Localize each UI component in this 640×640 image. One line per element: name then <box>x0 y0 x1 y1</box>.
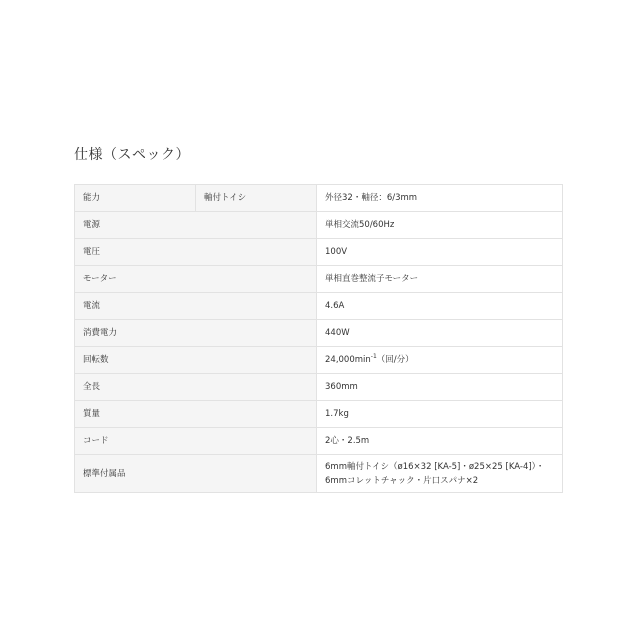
row-label: 回転数 <box>75 347 317 374</box>
row-value: 4.6A <box>317 293 563 320</box>
table-row <box>75 455 563 493</box>
row-value: 単相交流50/60Hz <box>317 212 563 239</box>
table-row <box>75 212 563 239</box>
row-label: コード <box>75 428 317 455</box>
row-label: 電源 <box>75 212 317 239</box>
row-label: 電流 <box>75 293 317 320</box>
row-value: 6mm軸付トイシ（ø16×32 [KA-5]・ø25×25 [KA-4]）・6mmコレットチャック・片口スパナ×2 <box>317 455 563 493</box>
row-value-rpm <box>317 347 563 374</box>
table-row <box>75 185 563 212</box>
table-row <box>75 239 563 266</box>
row-label: 電圧 <box>75 239 317 266</box>
row-label: 消費電力 <box>75 320 317 347</box>
table-row <box>75 320 563 347</box>
row-value: 単相直巻整流子モーター <box>317 266 563 293</box>
row-value: 1.7kg <box>317 401 563 428</box>
row-value: 360mm <box>317 374 563 401</box>
table-row <box>75 374 563 401</box>
page-title: 仕様（スペック） <box>74 147 190 163</box>
table-row <box>75 293 563 320</box>
row-value: 2心・2.5m <box>317 428 563 455</box>
row-sublabel: 軸付トイシ <box>196 185 317 212</box>
table-row <box>75 266 563 293</box>
table-row <box>75 347 563 374</box>
rpm-exponent: -1 <box>370 353 377 361</box>
row-label: モーター <box>75 266 317 293</box>
rpm-unit: （回/分） <box>376 355 414 365</box>
row-value: 外径32・軸径：6/3mm <box>317 185 563 212</box>
rpm-value: 24,000min <box>325 355 371 365</box>
row-label: 質量 <box>75 401 317 428</box>
row-label: 能力 <box>75 185 196 212</box>
row-value: 440W <box>317 320 563 347</box>
table-row <box>75 401 563 428</box>
table-row <box>75 428 563 455</box>
spec-table <box>74 184 563 493</box>
row-label: 標準付属品 <box>75 455 317 493</box>
row-label: 全長 <box>75 374 317 401</box>
row-value: 100V <box>317 239 563 266</box>
